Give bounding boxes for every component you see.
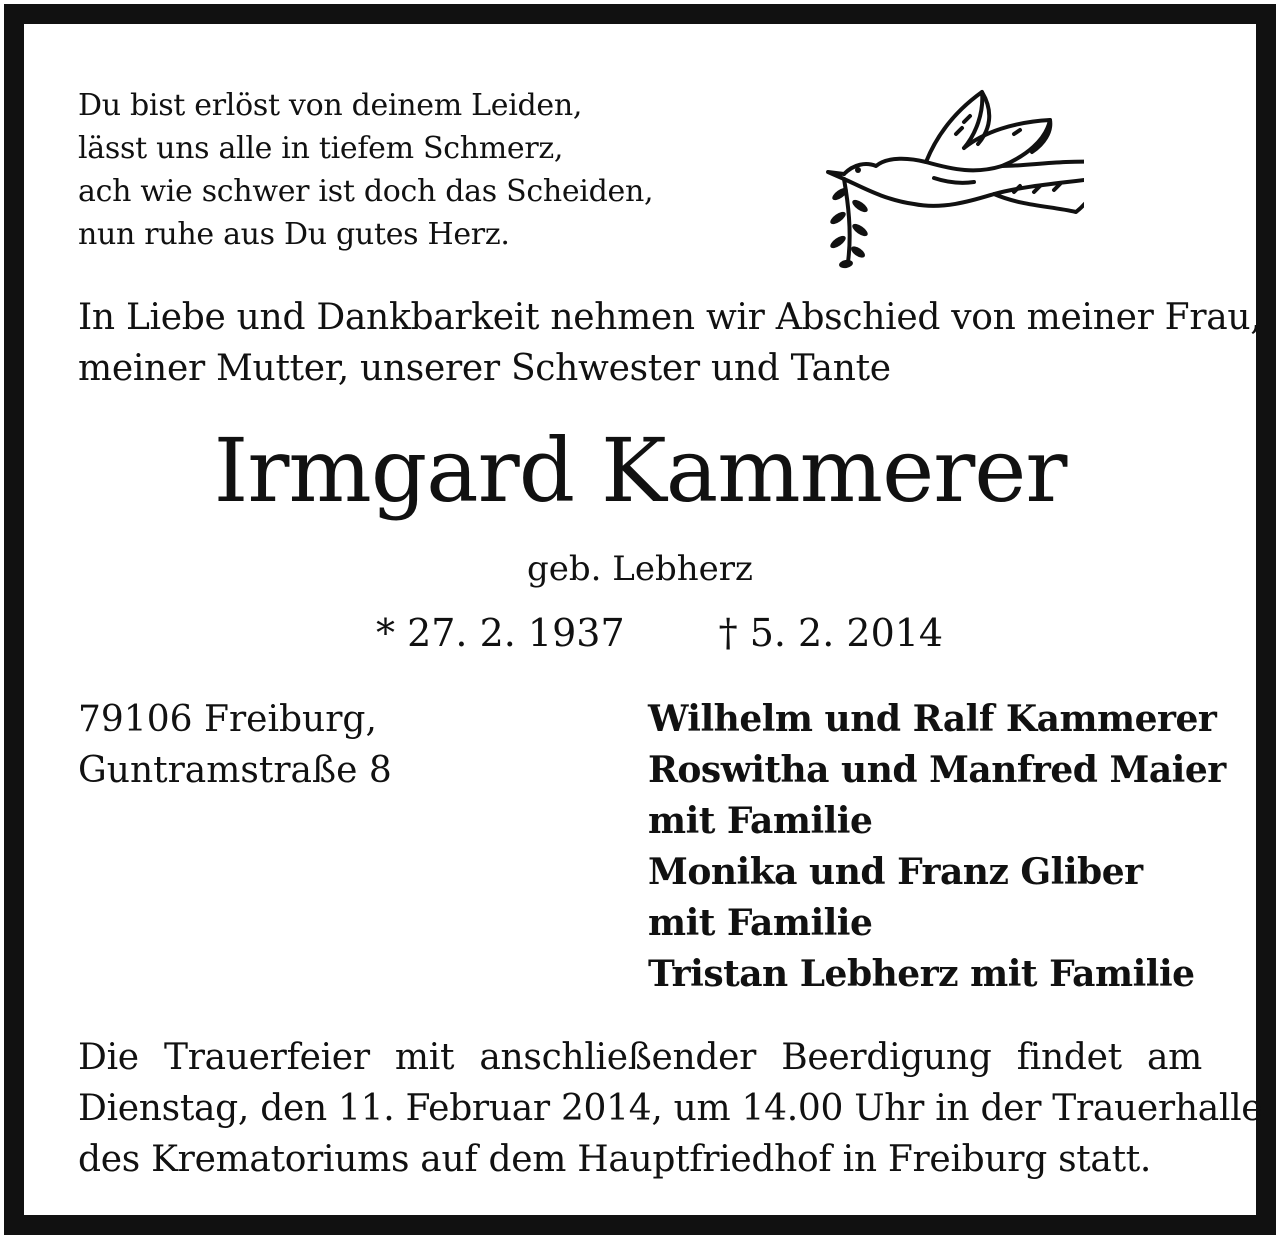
address-line: 79106 Freiburg, [78,699,377,740]
maiden-name: geb. Lebherz [527,549,753,589]
address-line: Guntramstraße 8 [78,750,392,791]
dove-with-olive-branch-icon [814,82,1084,272]
mourners-list [648,694,1226,1000]
family-address [78,694,392,796]
ceremony-line: Die Trauerfeier mit anschließender Beerdigung findet am [78,1037,1202,1078]
poem [78,84,653,256]
ceremony-line: Dienstag, den 11. Februar 2014, um 14.00 Uhr in der Trauerhalle [78,1088,1263,1129]
poem-line: lässt uns alle in tiefem Schmerz, [78,131,564,166]
notice-content [24,24,1263,1215]
death-date: † 5. 2. 2014 [718,611,944,655]
obituary-notice [4,4,1276,1235]
ceremony-details [78,1032,1263,1185]
life-dates [376,609,943,657]
poem-line: Du bist erlöst von deinem Leiden, [78,88,583,123]
mourner-line: Monika und Franz Gliber [648,851,1143,893]
mourner-line: Roswitha und Manfred Maier [648,749,1226,791]
birth-date: * 27. 2. 1937 [376,611,625,655]
ceremony-line: des Krematoriums auf dem Hauptfriedhof in Freiburg statt. [78,1139,1152,1180]
mourner-line: Tristan Lebherz mit Familie [648,953,1195,995]
poem-line: nun ruhe aus Du gutes Herz. [78,217,510,252]
poem-line: ach wie schwer ist doch das Scheiden, [78,174,654,209]
deceased-name: Irmgard Kammerer [213,419,1067,522]
farewell-intro [78,292,1262,394]
mourner-line: Wilhelm und Ralf Kammerer [648,698,1217,740]
intro-line: meiner Mutter, unserer Schwester und Tante [78,348,891,389]
intro-line: In Liebe und Dankbarkeit nehmen wir Abschied von meiner Frau, [78,297,1262,338]
mourner-line: mit Familie [648,800,873,842]
mourner-line: mit Familie [648,902,873,944]
